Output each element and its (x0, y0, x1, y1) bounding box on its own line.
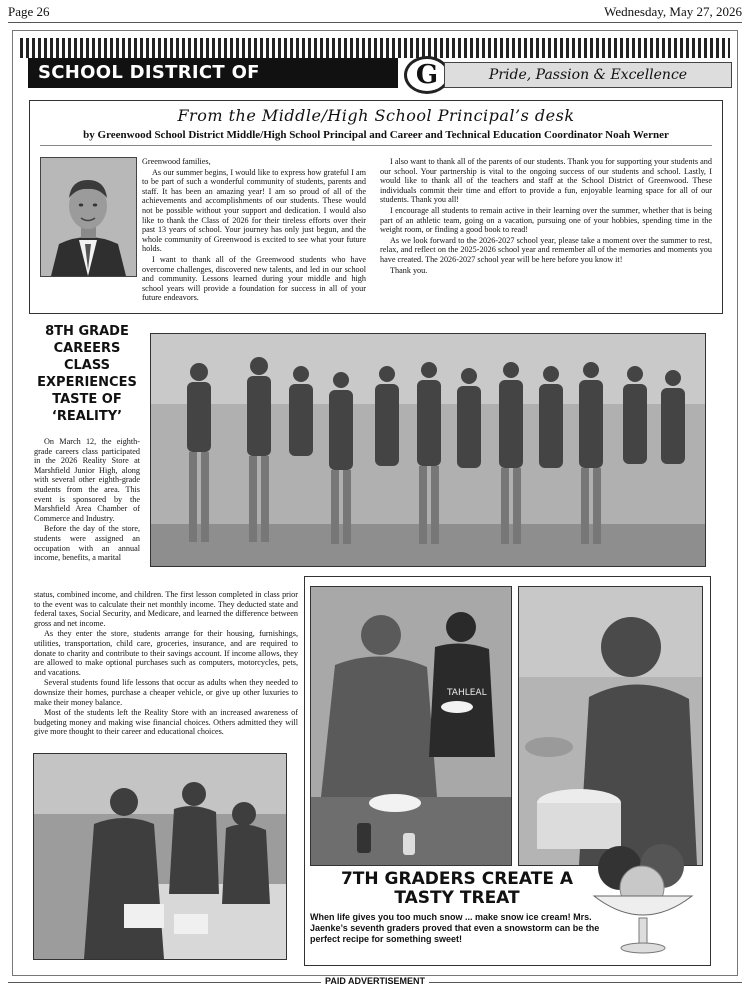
principal-portrait-photo (40, 157, 137, 277)
byline-rule (40, 145, 712, 146)
principal-byline: by Greenwood School District Middle/High School Principal and Career and Technical Education Coordinator Noah Werner (83, 129, 669, 141)
shirt-print-text: TAHLEAL (447, 688, 487, 698)
page-number: Page 26 (8, 4, 50, 19)
careers-paragraph: As they enter the store, students arrange for their housing, furnishings, utilities, transportation, child care, groceries, insurance, and are required to donate to charity and contribute to their savings account. If income allows, they are allowed to make optional purchases such as computers, motorcycles, pets, and vacations. (34, 629, 298, 677)
principal-desk-title: From the Middle/High School Principal’s desk (177, 106, 575, 125)
principal-column-left (142, 157, 366, 304)
principal-paragraph: As our summer begins, I would like to express how grateful I am to be part of such a wonderful community of students, parents and staff. It has been an amazing year! I am so proud of all of the achievements and accomplishments of our students. These would not be possible without your support and dedication. I would also like to thank the Class of 2026 for their tireless efforts over their past 13 years of school. Your journey has only just begun, and the whole community of Greenwood is excited to see what your future holds. (142, 167, 366, 254)
principal-paragraph: I want to thank all of the Greenwood students who have overcome challenges, discovered new talents, and led in our school and community. Lessons learned during your middle and high school years will provide a foundation for success in all of your future endeavors. (142, 254, 366, 303)
careers-paragraph: On March 12, the eighth-grade careers class participated in the 2026 Reality Store at Marshfield Junior High, along with several other eighth-grade students from the area. This event is sponsored by the Marshfield Area Chamber of Commerce and Industry. (34, 437, 140, 523)
reality-store-photo (33, 753, 287, 960)
careers-paragraph: Most of the students left the Reality Store with an increased awareness of budgeting money and making wise financial choices. Others admitted they will give more thought to their career and educational choices. (34, 708, 298, 737)
careers-headline: 8TH GRADE CAREERS CLASS EXPERIENCES TASTE OF ‘REALITY’ (37, 324, 137, 424)
principal-greeting: Greenwood families, (142, 157, 211, 166)
snow-ice-cream-photo-left (310, 586, 512, 866)
tasty-treat-caption: When life gives you too much snow ... make snow ice cream! Mrs. Jaenke’s seventh graders proved that even a snowstorm can be the perfect recipe for something sweet! (310, 912, 600, 944)
district-logo: G (404, 56, 450, 94)
principal-paragraph: I encourage all students to remain active in their learning over the summer, whether that is being part of an athletic team, going on a vacation, pursuing one of your hobbies, spending time in the weight room, or finding a good book to read! (380, 205, 712, 235)
principal-column-right (380, 157, 712, 276)
tasty-treat-headline: 7TH GRADERS CREATE A TASTY TREAT (340, 869, 574, 908)
snow-ice-cream-photo-right (518, 586, 703, 866)
careers-paragraph: Before the day of the store, students were assigned an occupation with an annual income, benefits, a marital (34, 524, 140, 563)
careers-column-wide (34, 590, 298, 738)
header-rule (8, 22, 742, 23)
careers-paragraph: Several students found life lessons that occur as adults when they needed to downsize their homes, purchase a cheaper vehicle, or give up other luxuries to make their money balance. (34, 678, 298, 707)
banner-fence-decoration (20, 38, 730, 58)
principal-desk-box (29, 100, 723, 314)
page-header (8, 4, 742, 20)
careers-class-group-photo (150, 333, 706, 567)
principal-paragraph: As we look forward to the 2026-2027 school year, please take a moment over the summer to rest, relax, and reflect on the 2025-2026 school year and remember all of the memories and moments you have created. The 2026-2027 school year will be here before you know it! (380, 235, 712, 264)
paid-advertisement-label: PAID ADVERTISEMENT (321, 976, 429, 986)
banner-tagline: Pride, Passion & Excellence (444, 62, 732, 88)
district-banner (20, 38, 730, 113)
issue-date: Wednesday, May 27, 2026 (604, 4, 742, 19)
careers-column-narrow (34, 437, 140, 564)
banner-title: SCHOOL DISTRICT OF GREENWOOD (28, 58, 398, 88)
careers-paragraph: status, combined income, and children. The first lesson completed in class prior to the event was to calculate their net monthly income. They deducted state and federal taxes, Social Security, and Medicare, and learned the difference between gross and net income. (34, 590, 298, 628)
page-footer (8, 976, 742, 988)
principal-signoff: Thank you. (390, 265, 428, 275)
principal-paragraph: I also want to thank all of the parents of our students. Thank you for supporting your students and our school. Your partnership is vital to the ongoing success of our students and school. Lastly, I would like to thank all of the teachers and staff at the School District of Greenwood. These individuals commit their time and effort to provide a fun, enjoyable learning space for all of our students. Thank you all! (380, 157, 712, 205)
